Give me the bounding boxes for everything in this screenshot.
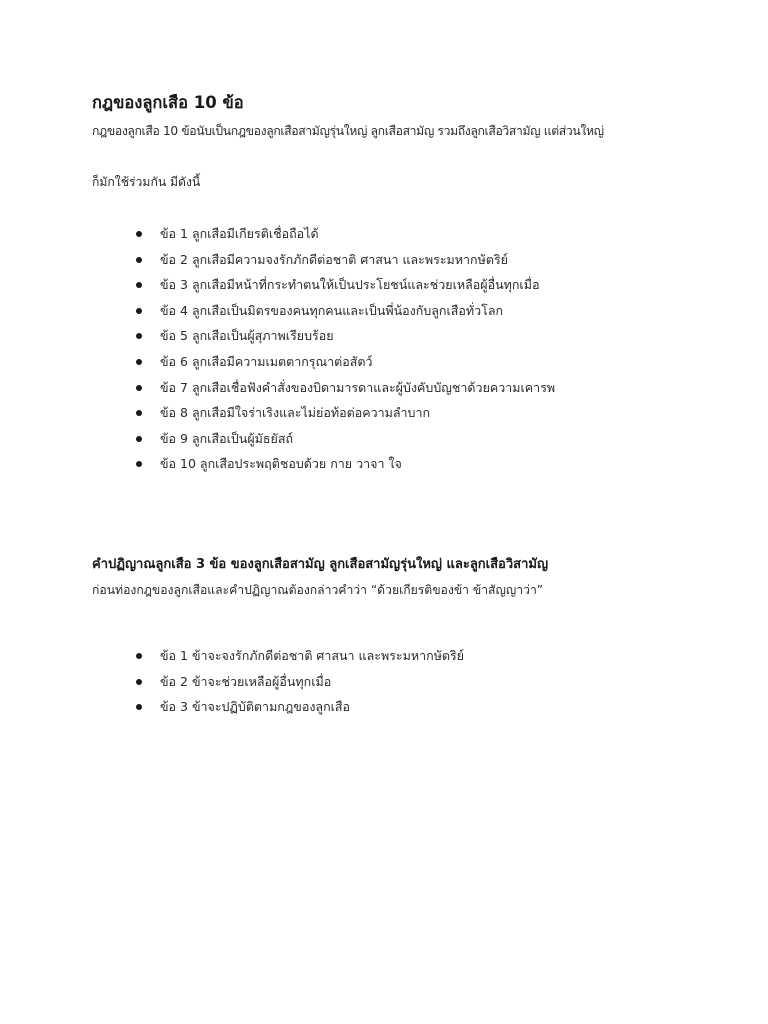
promise-text: ข้อ 1 ข้าจะจงรักภักดีต่อชาติ ศาสนา และพระมหากษัตริย์ [160,648,465,663]
bullet-icon [136,410,142,416]
rule-text: ข้อ 10 ลูกเสือประพฤติชอบด้วย กาย วาจา ใจ [160,456,402,472]
section1-intro-line2: ก็มักใช้ร่วมกัน มีดังนี้ [92,175,201,189]
rule-text: ข้อ 1 ลูกเสือมีเกียรติเชื่อถือได้ [160,226,319,241]
section2-intro: ก่อนท่องกฎของลูกเสือและคำปฏิญาณต้องกล่าวคำว่า “ด้วยเกียรติของข้า ข้าสัญญาว่า” [92,583,544,597]
bullet-icon [136,436,142,442]
section1-intro-line1: กฎของลูกเสือ 10 ข้อนับเป็นกฎของลูกเสือสามัญรุ่นใหญ่ ลูกเสือสามัญ รวมถึงลูกเสือวิสามัญ แต่ส่วนใหญ่ [92,124,604,138]
rule-text: ข้อ 6 ลูกเสือมีความเมตตากรุณาต่อสัตว์ [160,353,373,369]
rule-text: ข้อ 7 ลูกเสือเชื่อฟังคำสั่งของบิดามารดาและผู้บังคับบัญชาด้วยความเคารพ [160,379,556,395]
rule-text: ข้อ 5 ลูกเสือเป็นผู้สุภาพเรียบร้อย [160,328,334,344]
rule-text: ข้อ 2 ลูกเสือมีความจงรักภักดีต่อชาติ ศาสนา และพระมหากษัตริย์ [160,251,509,267]
bullet-icon [136,257,142,263]
section1-title: กฎของลูกเสือ 10 ข้อ [92,93,244,112]
rule-text: ข้อ 4 ลูกเสือเป็นมิตรของคนทุกคนและเป็นพี่น้องกับลูกเสือทั่วโลก [160,302,504,318]
section2-title: คำปฏิญาณลูกเสือ 3 ข้อ ของลูกเสือสามัญ ลูกเสือสามัญรุ่นใหญ่ และลูกเสือวิสามัญ [92,557,549,572]
bullet-icon [136,653,142,659]
bullet-icon [136,359,142,365]
promise-text: ข้อ 3 ข้าจะปฏิบัติตามกฎของลูกเสือ [160,699,351,715]
bullet-icon [136,461,142,467]
bullet-icon [136,333,142,339]
promise-text: ข้อ 2 ข้าจะช่วยเหลือผู้อื่นทุกเมื่อ [160,673,332,689]
rule-text: ข้อ 9 ลูกเสือเป็นผู้มัธยัสถ์ [160,430,294,446]
bullet-icon [136,385,142,391]
rule-text: ข้อ 8 ลูกเสือมีใจร่าเริงและไม่ย่อท้อต่อความลำบาก [160,405,431,421]
bullet-icon [136,231,142,237]
bullet-icon [136,704,142,710]
rule-text: ข้อ 3 ลูกเสือมีหน้าที่กระทำตนให้เป็นประโยชน์และช่วยเหลือผู้อื่นทุกเมื่อ [160,277,540,293]
bullet-icon [136,679,142,685]
bullet-icon [136,282,142,288]
bullet-icon [136,308,142,314]
